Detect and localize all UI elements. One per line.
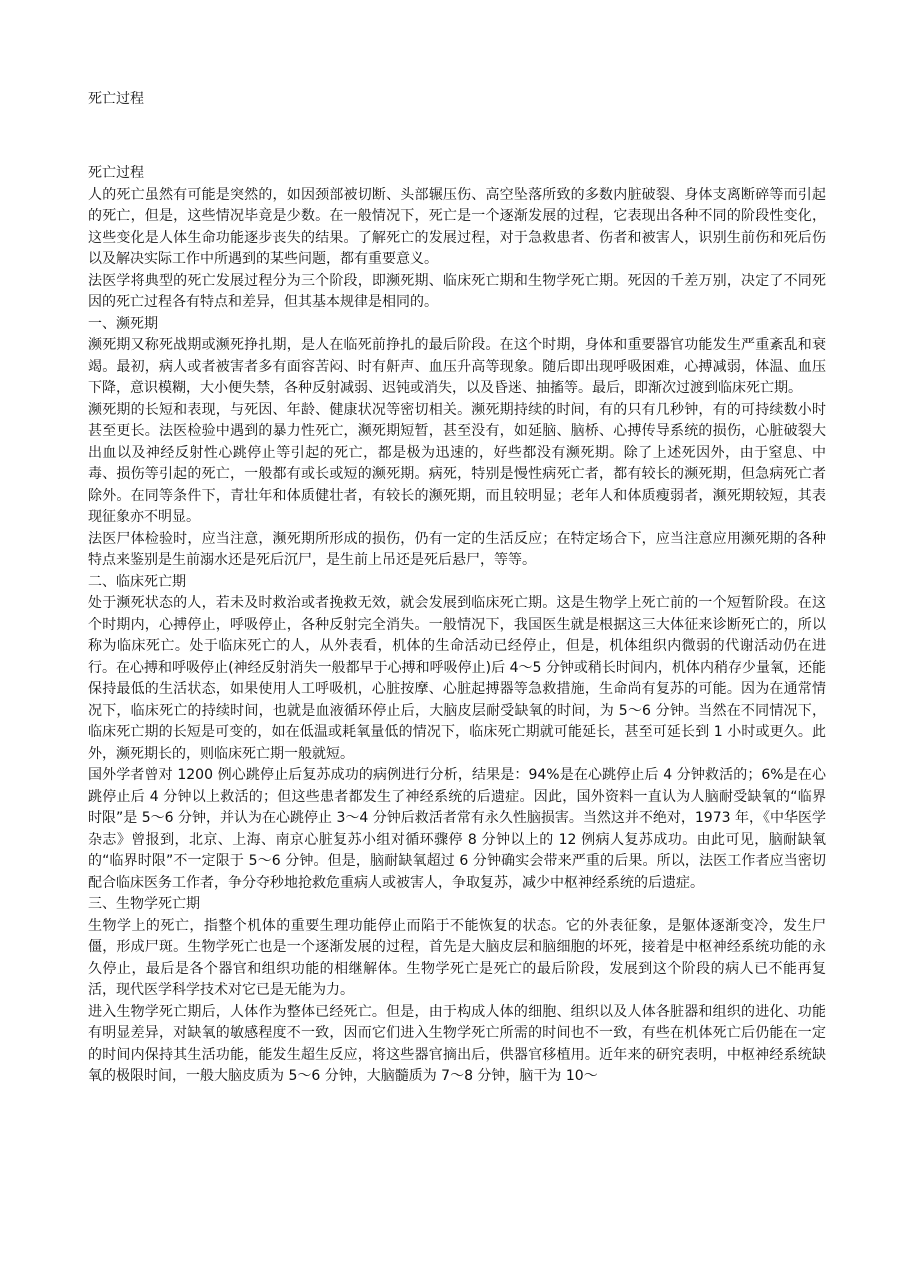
intro-paragraph-2: 法医学将典型的死亡发展过程分为三个阶段，即濒死期、临床死亡期和生物学死亡期。死因的千差万别，决定了不同死因的死亡过程各有特点和差异，但其基本规律是相同的。 — [88, 272, 826, 310]
biological-death-paragraph-2: 进入生物学死亡期后，人体作为整体已经死亡。但是，由于构成人体的细胞、组织以及人体各脏器和组织的进化、功能有明显差异，对缺氧的敏感程度不一致，因而它们进入生物学死亡所需的时间也不一致，有些在机体死亡后仍能在一定的时间内保持其生活功能，能发生超生反应，将这些器官摘出后，供器官移植用。近年来的研究表明，中枢神经系统缺氧的极限时间，一般大脑皮质为 5～6 分钟，大脑髓质为 7～8 分钟，脑干为 10～ — [88, 1003, 826, 1084]
section-heading-agonal: 一、濒死期 — [88, 315, 158, 332]
agonal-paragraph-1: 濒死期又称死战期或濒死挣扎期，是人在临死前挣扎的最后阶段。在这个时期，身体和重要器官功能发生严重紊乱和衰竭。最初，病人或者被害者多有面容苦闷、时有鼾声、血压升高等现象。随后即出现呼吸困难，心搏减弱，体温、血压下降，意识模糊，大小便失禁，各种反射减弱、迟钝或消失，以及昏迷、抽搐等。最后，即渐次过渡到临床死亡期。 — [88, 337, 826, 396]
agonal-paragraph-3: 法医尸体检验时，应当注意，濒死期所形成的损伤，仍有一定的生活反应；在特定场合下，应当注意应用濒死期的各种特点来鉴别是生前溺水还是死后沉尸，是生前上吊还是死后悬尸，等等。 — [88, 530, 826, 568]
document-body — [88, 163, 826, 1088]
intro-paragraph-1: 人的死亡虽然有可能是突然的，如因颈部被切断、头部辗压伤、高空坠落所致的多数内脏破裂、身体支离断碎等而引起的死亡，但是，这些情况毕竟是少数。在一般情况下，死亡是一个逐渐发展的过程，它表现出各种不同的阶段性变化，这些变化是人体生命功能逐步丧失的结果。了解死亡的发展过程，对于急救患者、伤者和被害人，识别生前伤和死后伤以及解决实际工作中所遇到的某些问题，都有重要意义。 — [88, 186, 826, 267]
document-title: 死亡过程 — [88, 91, 144, 107]
section-title: 死亡过程 — [88, 165, 144, 181]
agonal-paragraph-2: 濒死期的长短和表现，与死因、年龄、健康状况等密切相关。濒死期持续的时间，有的只有几秒钟，有的可持续数小时甚至更长。法医检验中遇到的暴力性死亡，濒死期短暂，甚至没有，如延脑、脑桥、心搏传导系统的损伤，心脏破裂大出血以及神经反射性心跳停止等引起的死亡，都是极为迅速的，好些都没有濒死期。除了上述死因外，由于窒息、中毒、损伤等引起的死亡，一般都有或长或短的濒死期。病死，特别是慢性病死亡者，都有较长的濒死期，但急病死亡者除外。在同等条件下，青壮年和体质健壮者，有较长的濒死期，而且较明显；老年人和体质瘦弱者，濒死期较短，其表现征象亦不明显。 — [88, 401, 826, 525]
clinical-death-paragraph-1: 处于濒死状态的人，若未及时救治或者挽救无效，就会发展到临床死亡期。这是生物学上死亡前的一个短暂阶段。在这个时期内，心搏停止，呼吸停止，各种反射完全消失。一般情况下，我国医生就是根据这三大体征来诊断死亡的，所以称为临床死亡。处于临床死亡的人，从外表看，机体的生命活动已经停止，但是，机体组织内微弱的代谢活动仍在进行。在心搏和呼吸停止(神经反射消失一般都早于心搏和呼吸停止)后 4～5 分钟或稍长时间内，机体内稍存少量氧，还能保持最低的生活状态，如果使用人工呼吸机，心脏按摩、心脏起搏器等急救措施，生命尚有复苏的可能。因为在通常情况下，临床死亡的持续时间，也就是血液循环停止后，大脑皮层耐受缺氧的时间，为 5～6 分钟。当然在不同情况下，临床死亡期的长短是可变的，如在低温或耗氧量低的情况下，临床死亡期就可能延长，甚至可延长到 1 小时或更久。此外，濒死期长的，则临床死亡期一般就短。 — [88, 595, 826, 762]
section-heading-clinical-death: 二、临床死亡期 — [88, 573, 186, 590]
clinical-death-paragraph-2: 国外学者曾对 1200 例心跳停止后复苏成功的病例进行分析，结果是：94%是在心跳停止后 4 分钟救活的；6%是在心跳停止后 4 分钟以上救活的；但这些患者都发生了神经系统的后遗症。因此，国外资料一直认为人脑耐受缺氧的“临界时限”是 5～6 分钟，并认为在心跳停止 3～4 分钟后救活者常有永久性脑损害。当然这并不绝对，1973 年，《中华医学杂志》曾报到，北京、上海、南京心脏复苏小组对循环骤停 8 分钟以上的 12 例病人复苏成功。由此可见，脑耐缺氧的“临界时限”不一定限于 5～6 分钟。但是，脑耐缺氧超过 6 分钟确实会带来严重的后果。所以，法医工作者应当密切配合临床医务工作者，争分夺秒地抢救危重病人或被害人，争取复苏，减少中枢神经系统的后遗症。 — [88, 767, 826, 891]
section-heading-biological-death: 三、生物学死亡期 — [88, 896, 200, 912]
biological-death-paragraph-1: 生物学上的死亡，指整个机体的重要生理功能停止而陷于不能恢复的状态。它的外表征象，是躯体逐渐变冷，发生尸僵，形成尸斑。生物学死亡也是一个逐渐发展的过程，首先是大脑皮层和脑细胞的坏死，接着是中枢神经系统功能的永久停止，最后是各个器官和组织功能的相继解体。生物学死亡是死亡的最后阶段，发展到这个阶段的病人已不能再复活，现代医学科学技术对它已是无能为力。 — [88, 917, 826, 998]
